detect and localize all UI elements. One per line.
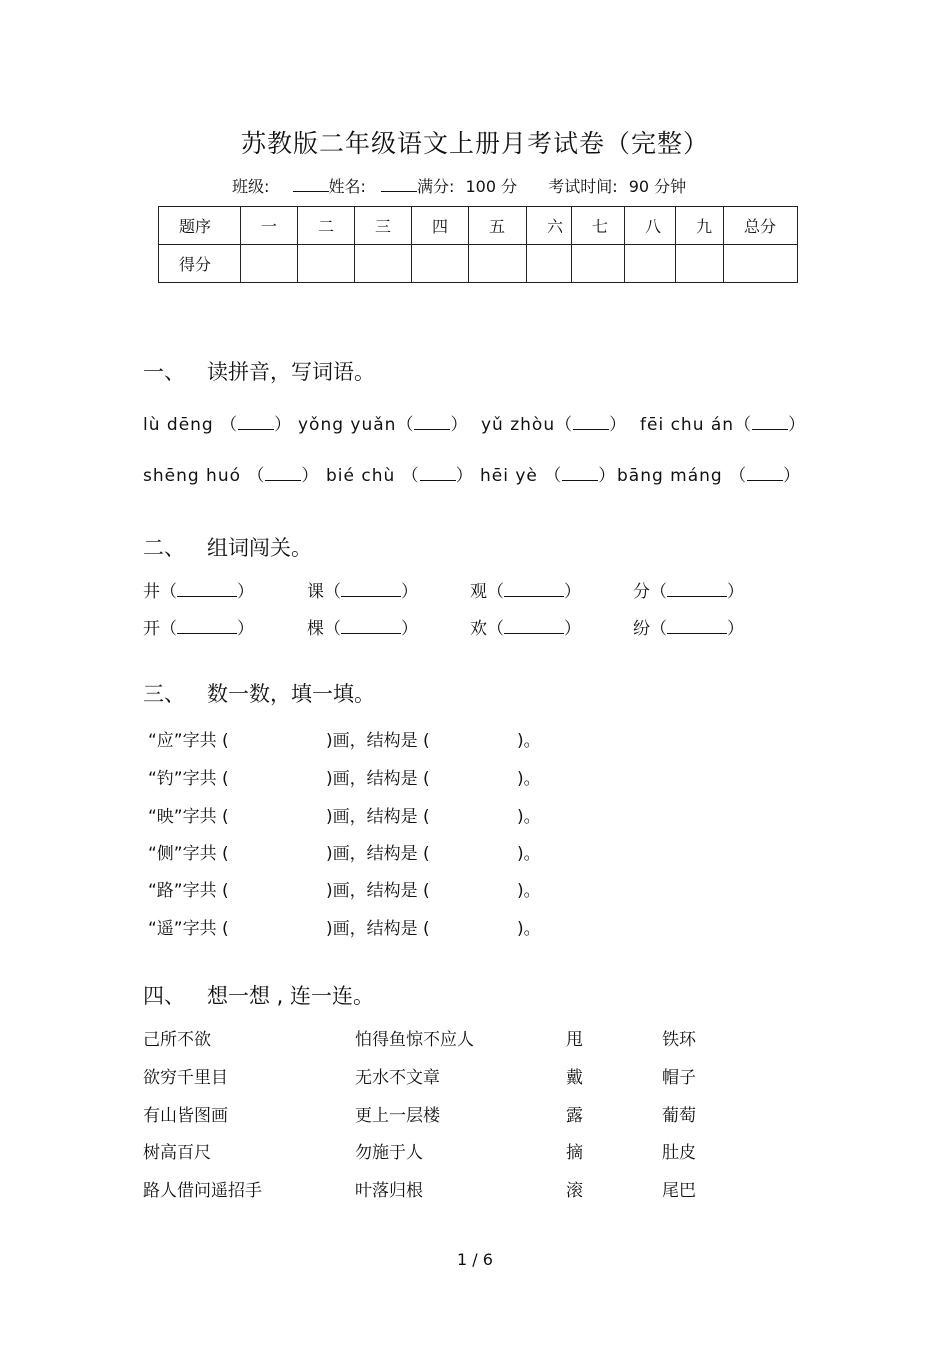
score-entry-cell[interactable] — [298, 245, 355, 283]
count-item — [148, 764, 229, 789]
zuci-item: 纷（ ） — [633, 619, 744, 639]
table-cell: 六 — [527, 207, 572, 245]
count-item — [148, 726, 229, 751]
pinyin-text: yǒng yuǎn — [298, 415, 397, 435]
match-left-item: 有山皆图画 — [143, 1106, 228, 1126]
table-cell: 四 — [412, 207, 469, 245]
exam-info-line — [232, 174, 686, 197]
pinyin-text: fēi chu án — [640, 415, 735, 435]
table-cell: 七 — [572, 207, 625, 245]
match-verb-item: 滚 — [566, 1181, 583, 1201]
section-3-heading — [143, 678, 375, 708]
match-left-item: 路人借问遥招手 — [143, 1181, 262, 1201]
section-number: 四、 — [143, 984, 185, 1008]
match-verb-item: 戴 — [566, 1068, 583, 1088]
zuci-char: 纷 — [633, 619, 650, 639]
name-blank — [381, 179, 417, 192]
count-end: )。 — [517, 919, 541, 939]
zuci-char: 欢 — [470, 619, 487, 639]
table-cell: 得分 — [159, 245, 241, 283]
zuci-char: 课 — [307, 582, 324, 602]
page-title: 苏教版二年级语文上册月考试卷（完整） — [240, 129, 709, 158]
section-2-heading — [143, 532, 312, 562]
section-number: 三、 — [143, 682, 185, 706]
score-entry-cell[interactable] — [572, 245, 625, 283]
section-number: 一、 — [143, 360, 185, 384]
match-noun-item: 尾巴 — [662, 1181, 696, 1201]
table-cell: 三 — [355, 207, 412, 245]
match-left-item: 树高百尺 — [143, 1143, 211, 1163]
class-blank — [293, 179, 329, 192]
table-cell: 五 — [469, 207, 527, 245]
pinyin-text: lù dēng — [143, 415, 214, 435]
zuci-item: 分（ ） — [633, 582, 744, 602]
exam-time-value: 90 分钟 — [628, 177, 687, 196]
section-title: 组词闯关。 — [207, 536, 312, 560]
section-1-heading — [143, 356, 375, 386]
zuci-char: 观 — [470, 582, 487, 602]
pinyin-text: bāng máng — [617, 466, 723, 486]
match-right-item: 无水不文章 — [355, 1068, 440, 1088]
score-entry-cell[interactable] — [412, 245, 469, 283]
pinyin-item: hēi yè （ ） — [480, 466, 617, 486]
count-mid: )画，结构是 ( — [326, 919, 430, 939]
count-char: “应”字共 ( — [148, 731, 229, 751]
count-mid: )画，结构是 ( — [326, 881, 430, 901]
full-score-label: 满分: — [417, 177, 455, 196]
count-end: )。 — [517, 731, 541, 751]
page-number: 1 / 6 — [457, 1250, 493, 1269]
zuci-item: 欢（ ） — [470, 619, 581, 639]
pinyin-item: yǒng yuǎn（ ） — [298, 415, 469, 435]
count-item — [148, 914, 229, 939]
score-entry-cell[interactable] — [469, 245, 527, 283]
zuci-item: 井（ ） — [143, 582, 254, 602]
count-char: “映”字共 ( — [148, 807, 229, 827]
match-right-item: 勿施于人 — [355, 1143, 423, 1163]
count-char: “钓”字共 ( — [148, 769, 229, 789]
zuci-char: 井 — [143, 582, 160, 602]
zuci-item: 棵（ ） — [307, 619, 418, 639]
zuci-item: 开（ ） — [143, 619, 254, 639]
count-mid: )画，结构是 ( — [326, 844, 430, 864]
count-item — [148, 802, 229, 827]
zuci-char: 棵 — [307, 619, 324, 639]
match-right-item: 怕得鱼惊不应人 — [355, 1030, 474, 1050]
zuci-char: 分 — [633, 582, 650, 602]
count-mid: )画，结构是 ( — [326, 731, 430, 751]
table-cell: 八 — [625, 207, 676, 245]
section-4-heading — [143, 980, 374, 1010]
match-noun-item: 葡萄 — [662, 1106, 696, 1126]
class-label: 班级: — [232, 177, 270, 196]
name-label: 姓名: — [328, 177, 366, 196]
table-cell: 题序 — [159, 207, 241, 245]
match-left-item: 欲穷千里目 — [143, 1068, 228, 1088]
zuci-char: 开 — [143, 619, 160, 639]
score-table-score-row — [159, 245, 798, 283]
score-table — [158, 206, 798, 283]
full-score-value: 100 分 — [465, 177, 518, 196]
score-table-header-row — [159, 207, 798, 245]
pinyin-item: fēi chu án（ ） — [640, 415, 807, 435]
zuci-item: 观（ ） — [470, 582, 581, 602]
section-title: 读拼音，写词语。 — [207, 360, 375, 384]
pinyin-text: bié chù — [326, 466, 396, 486]
pinyin-item: lù dēng （ ） — [143, 415, 293, 435]
match-verb-item: 露 — [566, 1106, 583, 1126]
score-entry-cell[interactable] — [355, 245, 412, 283]
table-cell: 总分 — [724, 207, 798, 245]
match-noun-item: 帽子 — [662, 1068, 696, 1088]
count-char: “路”字共 ( — [148, 881, 229, 901]
pinyin-text: shēng huó — [143, 466, 242, 486]
pinyin-text: yǔ zhòu — [481, 415, 556, 435]
count-end: )。 — [517, 844, 541, 864]
count-end: )。 — [517, 881, 541, 901]
count-char: “遥”字共 ( — [148, 919, 229, 939]
pinyin-item: bié chù （ ） — [326, 466, 474, 486]
score-entry-cell[interactable] — [724, 245, 798, 283]
section-number: 二、 — [143, 536, 185, 560]
exam-time-label: 考试时间: — [548, 177, 618, 196]
table-cell: 九 — [676, 207, 724, 245]
score-entry-cell[interactable] — [241, 245, 298, 283]
count-char: “侧”字共 ( — [148, 844, 229, 864]
match-verb-item: 甩 — [566, 1030, 583, 1050]
count-end: )。 — [517, 807, 541, 827]
score-entry-cell[interactable] — [625, 245, 676, 283]
pinyin-item: shēng huó （ ） — [143, 466, 320, 486]
table-cell: 一 — [241, 207, 298, 245]
count-mid: )画，结构是 ( — [326, 807, 430, 827]
zuci-item: 课（ ） — [307, 582, 418, 602]
pinyin-item: bāng máng （ ） — [617, 466, 802, 486]
score-entry-cell[interactable] — [527, 245, 572, 283]
pinyin-text: hēi yè — [480, 466, 538, 486]
count-item — [148, 876, 229, 901]
score-entry-cell[interactable] — [676, 245, 724, 283]
match-left-item: 己所不欲 — [143, 1030, 211, 1050]
count-mid: )画，结构是 ( — [326, 769, 430, 789]
section-title: 想一想 , 连一连。 — [207, 984, 375, 1008]
section-title: 数一数，填一填。 — [207, 682, 375, 706]
pinyin-item: yǔ zhòu（ ） — [481, 415, 628, 435]
match-noun-item: 铁环 — [662, 1030, 696, 1050]
count-item — [148, 839, 229, 864]
match-noun-item: 肚皮 — [662, 1143, 696, 1163]
table-cell: 二 — [298, 207, 355, 245]
count-end: )。 — [517, 769, 541, 789]
match-right-item: 更上一层楼 — [355, 1106, 440, 1126]
match-verb-item: 摘 — [566, 1143, 583, 1163]
match-right-item: 叶落归根 — [355, 1181, 423, 1201]
